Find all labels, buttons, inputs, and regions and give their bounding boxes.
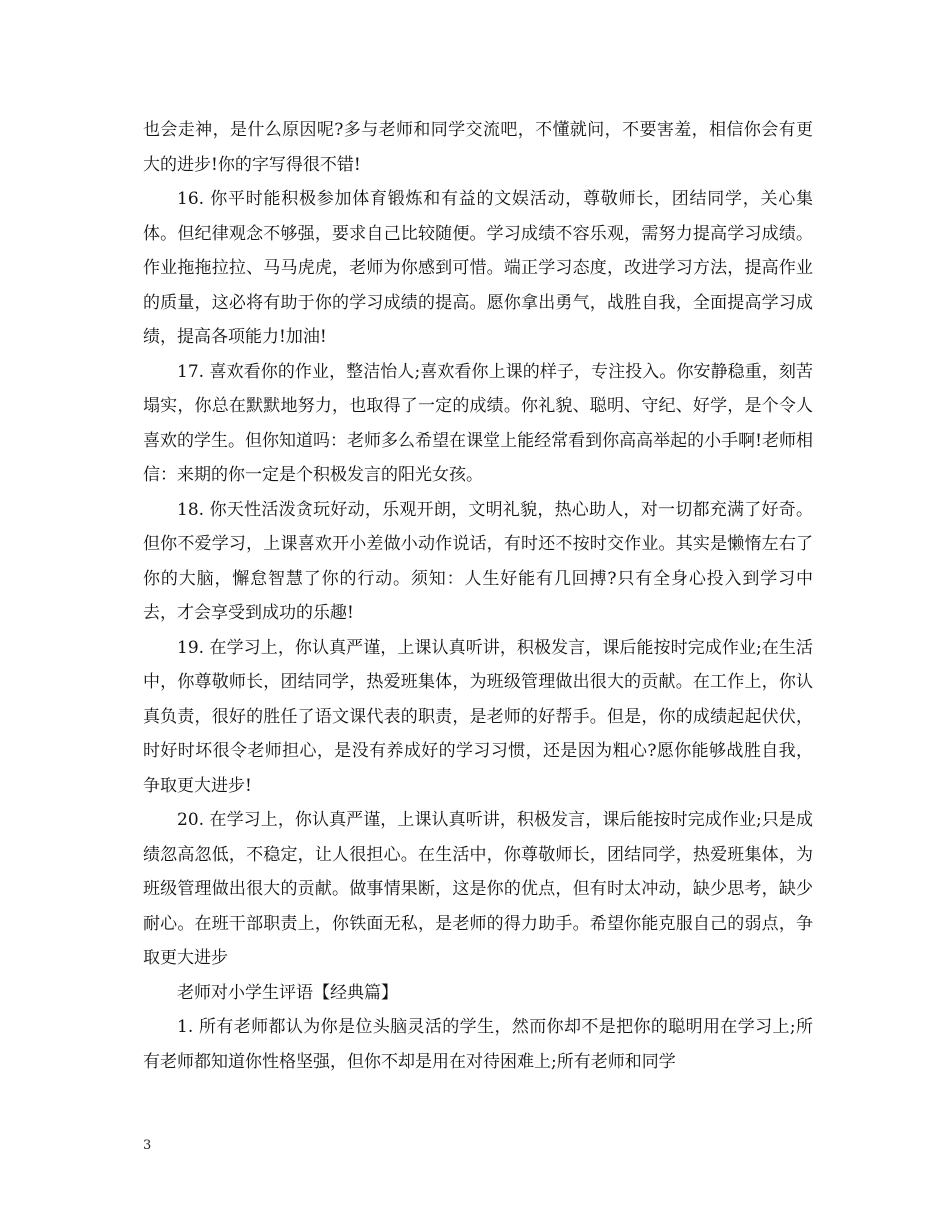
paragraph: 20. 在学习上，你认真严谨，上课认真听讲，积极发言，课后能按时完成作业;只是成绩忽高忽低，不稳定，让人很担心。在生活中，你尊敬师长，团结同学，热爱班集体，为班级管理做出很大的贡献。做事情果断，这是你的优点，但有时太冲动，缺少思考，缺少耐心。在班干部职责上，你铁面无私，是老师的得力助手。希望你能克服自己的弱点，争取更大进步 (143, 810, 813, 968)
paragraph: 1. 所有老师都认为你是位头脑灵活的学生，然而你却不是把你的聪明用在学习上;所有老师都知道你性格坚强，但你不却是用在对待困难上;所有老师和同学 (143, 1017, 813, 1072)
paragraph: 16. 你平时能积极参加体育锻炼和有益的文娱活动，尊敬师长，团结同学，关心集体。但纪律观念不够强，要求自己比较随便。学习成绩不容乐观，需努力提高学习成绩。作业拖拖拉拉、马马虎虎，老师为你感到可惜。端正学习态度，改进学习方法，提高作业的质量，这必将有助于你的学习成绩的提高。愿你拿出勇气，战胜自我，全面提高学习成绩，提高各项能力!加油! (143, 189, 813, 347)
paragraph: 18. 你天性活泼贪玩好动，乐观开朗，文明礼貌，热心助人，对一切都充满了好奇。但你不爱学习，上课喜欢开小差做小动作说话，有时还不按时交作业。其实是懒惰左右了你的大脑，懈怠智慧了你的行动。须知：人生好能有几回搏?只有全身心投入到学习中去，才会享受到成功的乐趣! (143, 499, 813, 623)
page-number: 3 (143, 1138, 152, 1153)
document-body (143, 113, 813, 1079)
paragraph: 也会走神，是什么原因呢?多与老师和同学交流吧，不懂就问，不要害羞，相信你会有更大的进步!你的字写得很不错! (143, 120, 813, 175)
section-heading: 老师对小学生评语【经典篇】 (177, 982, 398, 1003)
paragraph: 19. 在学习上，你认真严谨，上课认真听讲，积极发言，课后能按时完成作业;在生活中，你尊敬师长，团结同学，热爱班集体，为班级管理做出很大的贡献。在工作上，你认真负责，很好的胜任了语文课代表的职责，是老师的好帮手。但是，你的成绩起起伏伏，时好时坏很令老师担心，是没有养成好的学习习惯，还是因为粗心?愿你能够战胜自我，争取更大进步! (143, 637, 813, 796)
paragraph: 17. 喜欢看你的作业，整洁怡人;喜欢看你上课的样子，专注投入。你安静稳重，刻苦塌实，你总在默默地努力，也取得了一定的成绩。你礼貌、聪明、守纪、好学，是个令人喜欢的学生。但你知道吗：老师多么希望在课堂上能经常看到你高高举起的小手啊!老师相信：来期的你一定是个积极发言的阳光女孩。 (143, 361, 813, 485)
